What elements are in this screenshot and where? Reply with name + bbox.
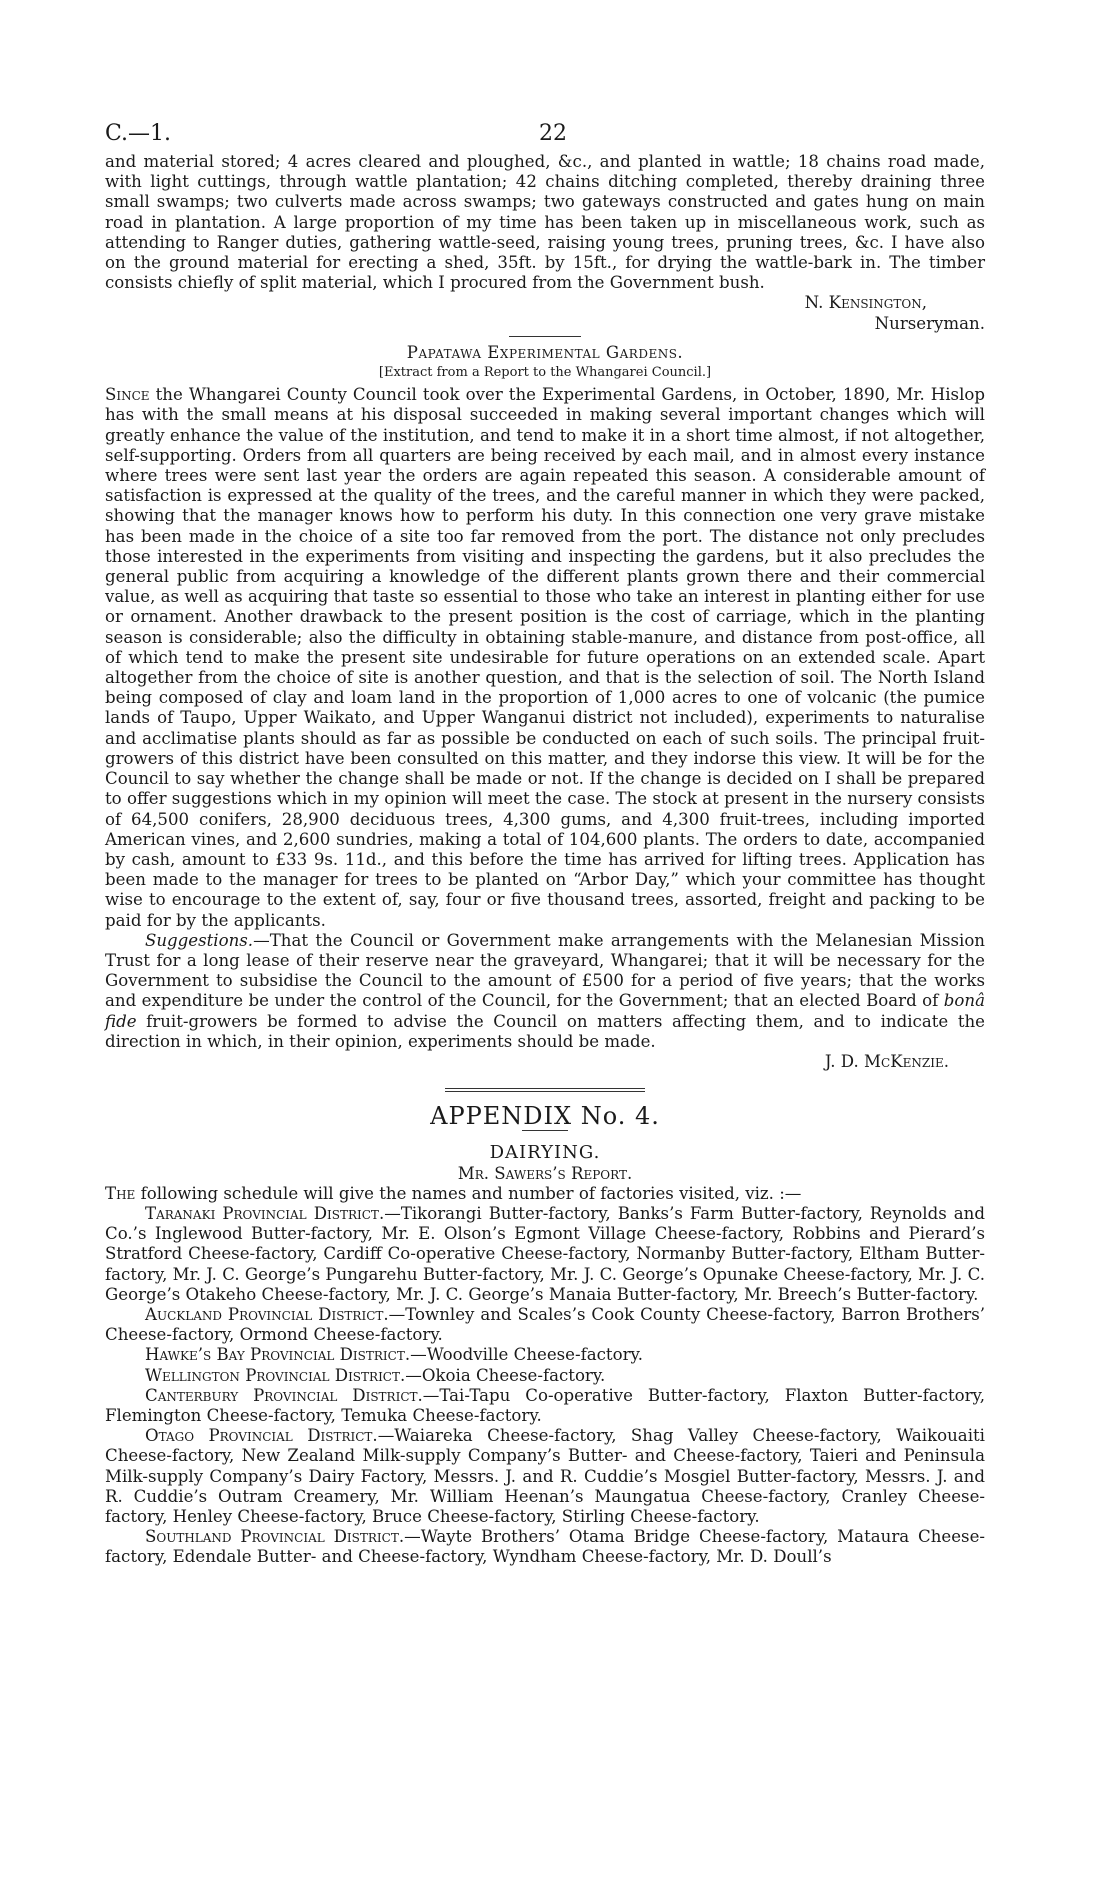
section-subtitle: [Extract from a Report to the Whangarei Council.] <box>378 365 712 381</box>
suggestions-label: Suggestions. <box>145 930 254 950</box>
suggestions-paragraph <box>105 931 985 1052</box>
schedule-intro <box>105 1184 985 1204</box>
intro-text: following schedule will give the names and number of factories visited, viz. :— <box>135 1183 802 1203</box>
district-name: Taranaki Provincial District. <box>145 1203 385 1223</box>
appendix-title: APPENDIX No. 4. <box>430 1102 660 1131</box>
mckenzie-signature: J. D. McKenzie. <box>824 1051 949 1071</box>
papatawa-body: the Whangarei County Council took over the Experimental Gardens, in October, 1890, Mr. Hislop has with the small means at his disposal succeeded in making several important changes which will greatly enhance the value of the institution, and tend to make it in a short time almost, if not altogether, self-supporting. Orders from all quarters are being received by each mail, and in almost every instance where trees were sent last year the orders are again repeated this season. A considerable amount of satisfaction is expressed at the quality of the trees, and the careful manner in which they were packed, showing that the manager knows how to perform his duty. In this connection one very grave mistake has been made in the choice of a site too far removed from the port. The distance not only precludes those interested in the experiments from visiting and inspecting the gardens, but it also precludes the general public from acquiring a knowledge of the different plants grown there and their commercial value, as well as acquiring that taste so essential to those who take an interest in planting either for use or ornament. Another drawback to the present position is the cost of carriage, which in the planting season is considerable; also the difficulty in obtaining stable-manure, and distance from post-office, all of which tend to make the present site undesirable for future operations on an extended scale. Apart altogether from the choice of site is another question, and that is the selection of soil. The North Island being composed of clay and loam land in the proportion of 1,000 acres to one of volcanic (the pumice lands of Taupo, Upper Waikato, and Upper Wanganui district not included), experiments to naturalise and acclimatise plants should as far as possible be conducted on each of such soils. The principal fruit-growers of this district have been consulted on this matter, and they indorse this view. It will be for the Council to say whether the change shall be made or not. If the change is decided on I shall be prepared to offer suggestions which in my opinion will meet the case. The stock at present in the nursery consists of 64,500 conifers, 28,900 deciduous trees, 4,300 gums, and 4,300 fruit-trees, including imported American vines, and 2,600 sundries, making a total of 104,600 plants. The orders to date, accompanied by cash, amount to £33 9s. 11d., and this before the time has arrived for lifting trees. Application has been made to the manager for trees to be planted on “Arbor Day,” which your committee has thought wise to encourage to the extent of, say, four or five thousand trees, assorted, freight and packing to be paid for by the applicants. <box>105 385 985 930</box>
nursery-report-paragraph: and material stored; 4 acres cleared and ploughed, &c., and planted in wattle; 18 chains road made, with light cuttings, through wattle plantation; 42 chains ditching completed, thereby draining three small swamps; two culverts made across swamps; two gateways constructed and gates hung on main road in plantation. A large proportion of my time has been taken up in miscellaneous work, such as attending to Ranger duties, gathering wattle-seed, raising young trees, pruning trees, &c. I have also on the ground material for erecting a shed, 35ft. by 15ft., for drying the wattle-bark in. The timber consists chiefly of split material, which I procured from the Government bush. <box>105 152 985 293</box>
district-entry <box>105 1305 985 1345</box>
district-name: Canterbury Provincial District. <box>145 1385 423 1405</box>
district-factories: —Wayte Brothers’ Otama Bridge Cheese-factory, Mataura Cheese-factory, Edendale Butter- and Cheese-factory, Wyndham Cheese-factory, Mr. D. Doull’s <box>105 1527 985 1567</box>
district-entry <box>105 1527 985 1567</box>
district-factories: —Waiareka Cheese-factory, Shag Valley Cheese-factory, Waikouaiti Cheese-factory, New Zealand Milk-supply Company’s Butter- and Cheese-factory, Taieri and Peninsula Milk-supply Company’s Dairy Factory, Messrs. J. and R. Cuddie’s Mosgiel Butter-factory, Messrs. J. and R. Cuddie’s Outram Creamery, Mr. William Heenan’s Maungatua Cheese-factory, Cranley Cheese-factory, Henley Cheese-factory, Bruce Cheese-factory, Stirling Cheese-factory. <box>105 1426 985 1526</box>
lead-word: Since <box>105 385 150 405</box>
district-name: Hawke’s Bay Provincial District. <box>145 1345 411 1365</box>
page-header <box>105 118 985 152</box>
district-entry <box>105 1345 985 1365</box>
suggestions-text-2: fruit-growers be formed to advise the Council on matters affecting them, and to indicate the direction in which, in their opinion, experiments should be made. <box>105 1011 985 1051</box>
district-entry <box>105 1204 985 1305</box>
page-number: 22 <box>539 121 567 146</box>
district-name: Wellington Provincial District. <box>145 1365 406 1385</box>
double-rule <box>445 1088 645 1092</box>
appendix-divider <box>522 1130 568 1131</box>
district-entry <box>105 1366 985 1386</box>
district-entry <box>105 1426 985 1527</box>
district-factories: —Townley and Scales’s Cook County Cheese-factory, Barron Brothers’ Cheese-factory, Ormond Cheese-factory. <box>105 1304 985 1345</box>
papatawa-report-paragraph <box>105 385 985 930</box>
district-name: Otago Provincial District. <box>145 1426 378 1446</box>
district-name: Southland Provincial District. <box>145 1527 405 1547</box>
nursery-signature <box>105 293 985 333</box>
district-factories: —Tai-Tapu Co-operative Butter-factory, Flaxton Butter-factory, Flemington Cheese-factory, Temuka Cheese-factory. <box>105 1385 985 1425</box>
section-divider <box>509 336 581 337</box>
document-reference: C.—1. <box>105 121 172 146</box>
signature-title: Nurseryman. <box>874 313 985 333</box>
suggestions-text-1: —That the Council or Government make arrangements with the Melanesian Mission Trust for a long lease of their reserve near the graveyard, Whangarei; that it will be necessary for the Government to subsidise the Council to the amount of £500 for a period of five years; that the works and expenditure be under the control of the Council, for the Government; that an elected Board of <box>105 930 985 1011</box>
document-page <box>105 118 985 1568</box>
intro-lead-word: The <box>105 1183 136 1203</box>
signature-name: N. Kensington, <box>804 293 927 313</box>
dairying-heading: DAIRYING. <box>489 1142 601 1164</box>
suggestions-italic: bonâ fide <box>105 991 985 1031</box>
report-title: Mr. Sawers’s Report. <box>457 1163 633 1183</box>
district-entry <box>105 1386 985 1426</box>
district-factories: —Okoia Cheese-factory. <box>405 1365 606 1385</box>
district-factories: —Woodville Cheese-factory. <box>410 1345 643 1365</box>
district-name: Auckland Provincial District. <box>145 1304 389 1324</box>
section-title: Papatawa Experimental Gardens. <box>406 342 684 362</box>
district-factories: —Tikorangi Butter-factory, Banks’s Farm Butter-factory, Reynolds and Co.’s Inglewood Butter-factory, Mr. E. Olson’s Egmont Village Cheese-factory, Robbins and Pierard’s Stratford Cheese-factory, Cardiff Co-operative Cheese-factory, Normanby Butter-factory, Eltham Butter-factory, Mr. J. C. George’s Pungarehu Butter-factory, Mr. J. C. George’s Opunake Cheese-factory, Mr. J. C. George’s Otakeho Cheese-factory, Mr. J. C. George’s Manaia Butter-factory, Mr. Breech’s Butter-factory. <box>105 1203 985 1304</box>
